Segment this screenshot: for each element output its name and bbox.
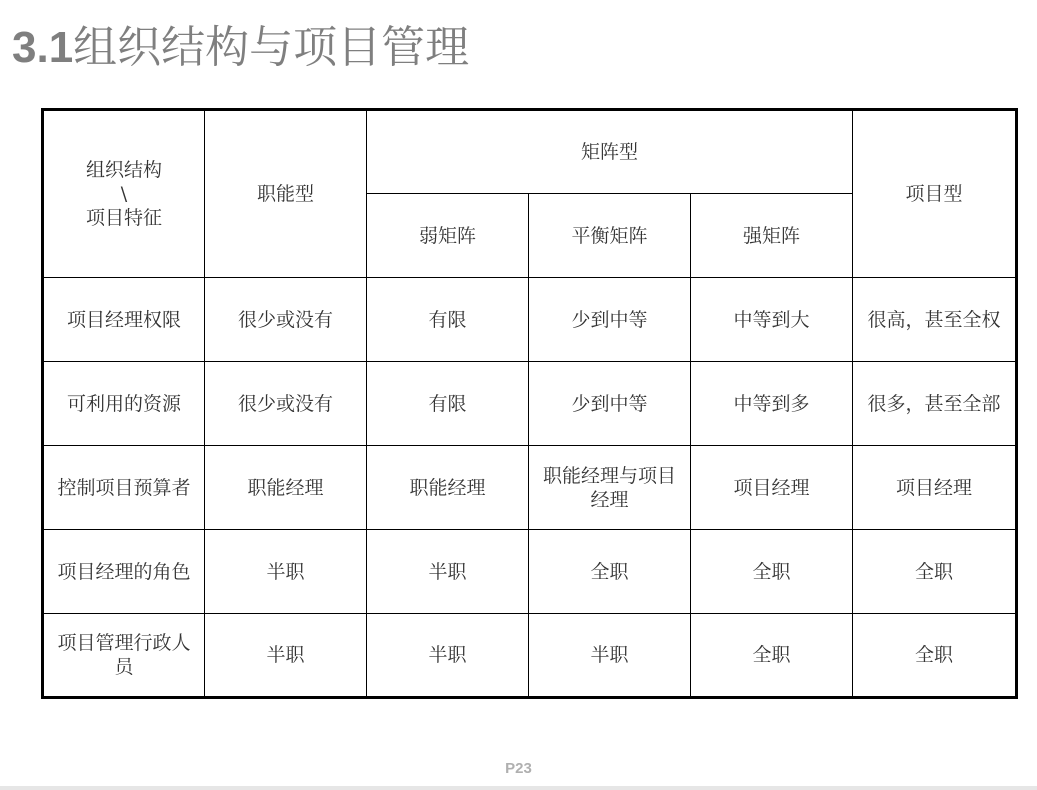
- cell-projectized: 很高，甚至全权: [853, 278, 1017, 362]
- cell-weak-matrix: 有限: [367, 362, 529, 446]
- cell-strong-matrix: 中等到多: [691, 362, 853, 446]
- table-header-row: [43, 110, 1017, 194]
- cell-balanced-matrix: 少到中等: [529, 278, 691, 362]
- cell-strong-matrix: 全职: [691, 614, 853, 698]
- cell-projectized: 全职: [853, 614, 1017, 698]
- comparison-table: [41, 108, 1018, 699]
- cell-functional: 半职: [205, 614, 367, 698]
- corner-header-cell: [43, 110, 205, 278]
- header-projectized: 项目型: [853, 110, 1017, 278]
- header-matrix: 矩阵型: [367, 110, 853, 194]
- cell-weak-matrix: 半职: [367, 614, 529, 698]
- cell-balanced-matrix: 半职: [529, 614, 691, 698]
- cell-projectized: 很多，甚至全部: [853, 362, 1017, 446]
- table-row: [43, 362, 1017, 446]
- cell-functional: 职能经理: [205, 446, 367, 530]
- cell-weak-matrix: 半职: [367, 530, 529, 614]
- cell-weak-matrix: 有限: [367, 278, 529, 362]
- table-row: [43, 530, 1017, 614]
- table-row: [43, 614, 1017, 698]
- cell-projectized: 全职: [853, 530, 1017, 614]
- slide-title-number: 3.1: [12, 23, 74, 72]
- row-label: 控制项目预算者: [43, 446, 205, 530]
- cell-balanced-matrix: 全职: [529, 530, 691, 614]
- cell-functional: 很少或没有: [205, 278, 367, 362]
- row-label: 项目经理权限: [43, 278, 205, 362]
- cell-functional: 很少或没有: [205, 362, 367, 446]
- header-balanced-matrix: 平衡矩阵: [529, 194, 691, 278]
- cell-balanced-matrix: 职能经理与项目经理: [529, 446, 691, 530]
- slide-title-text: 组织结构与项目管理: [73, 22, 470, 73]
- cell-balanced-matrix: 少到中等: [529, 362, 691, 446]
- corner-header-line2: \: [120, 183, 128, 205]
- table-row: [43, 446, 1017, 530]
- cell-functional: 半职: [205, 530, 367, 614]
- page-number: P23: [505, 760, 532, 777]
- header-functional: 职能型: [205, 110, 367, 278]
- cell-strong-matrix: 中等到大: [691, 278, 853, 362]
- header-weak-matrix: 弱矩阵: [367, 194, 529, 278]
- corner-header-line1: 组织结构: [85, 159, 162, 181]
- cell-strong-matrix: 全职: [691, 530, 853, 614]
- cell-weak-matrix: 职能经理: [367, 446, 529, 530]
- cell-strong-matrix: 项目经理: [691, 446, 853, 530]
- cell-projectized: 项目经理: [853, 446, 1017, 530]
- row-label: 项目管理行政人员: [43, 614, 205, 698]
- row-label: 项目经理的角色: [43, 530, 205, 614]
- header-strong-matrix: 强矩阵: [691, 194, 853, 278]
- table-row: [43, 278, 1017, 362]
- bottom-divider: [0, 786, 1037, 790]
- row-label: 可利用的资源: [43, 362, 205, 446]
- slide-title: [12, 18, 469, 78]
- corner-header-line3: 项目特征: [85, 207, 162, 229]
